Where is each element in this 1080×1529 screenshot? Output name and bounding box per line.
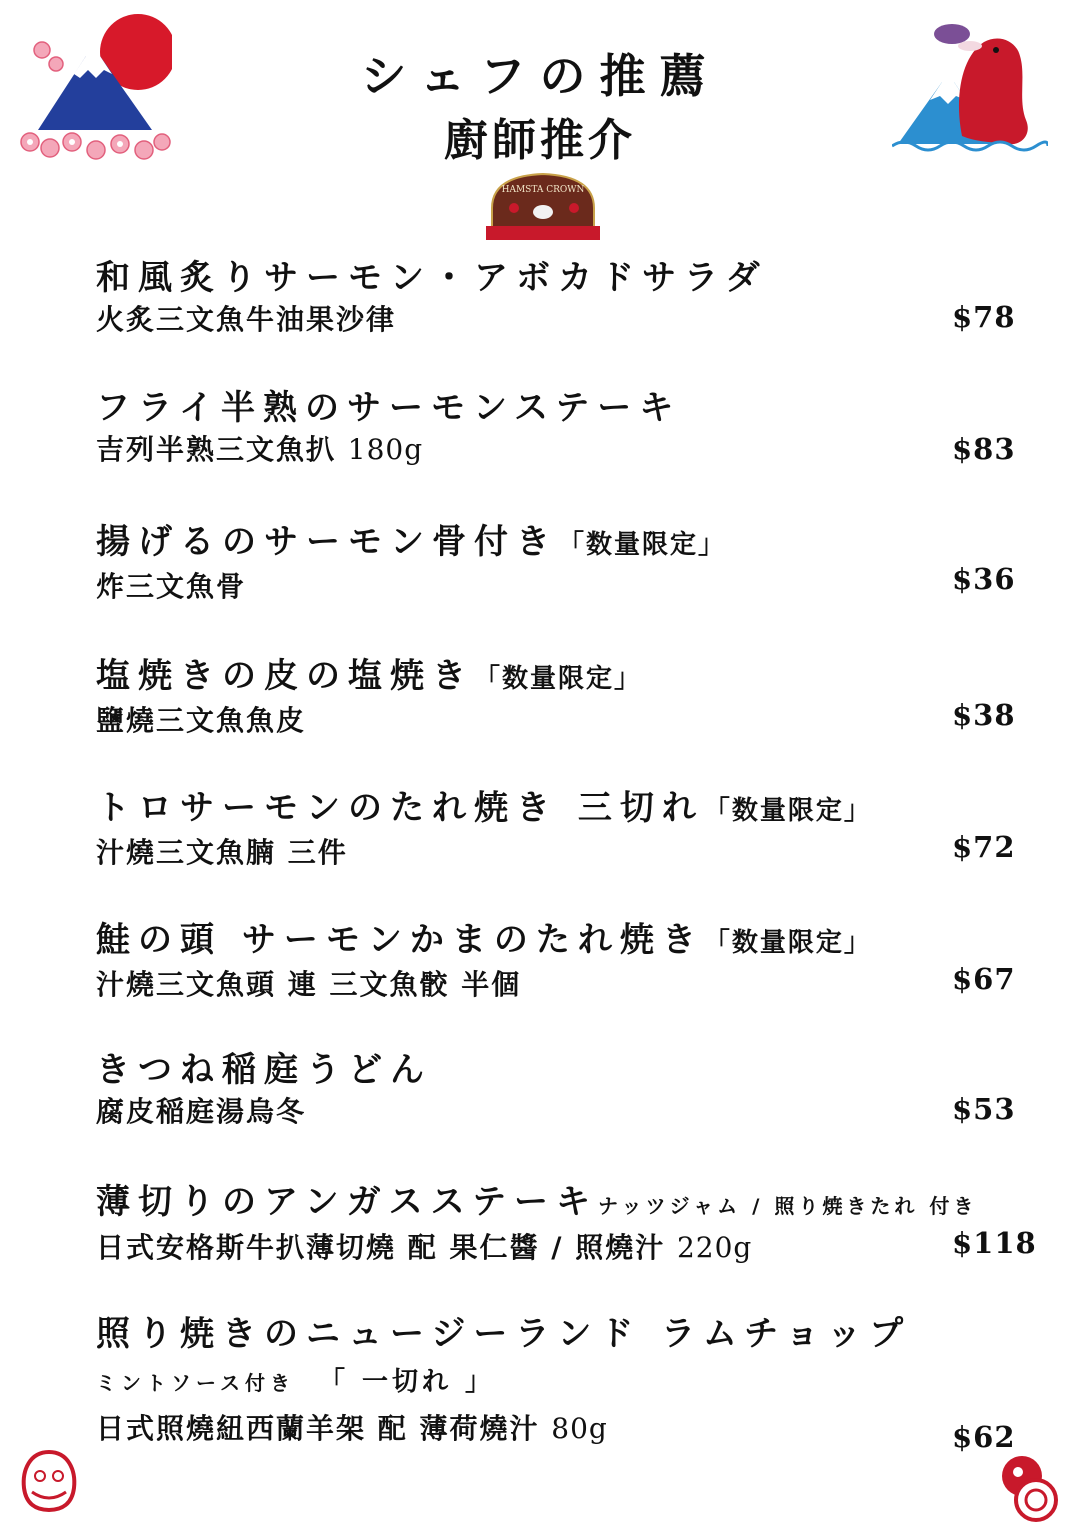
item-name-japanese: 照り焼きのニュージーランド ラムチョップ: [96, 1314, 912, 1354]
daruma-left-illustration: [18, 1448, 80, 1514]
menu-item: [96, 1180, 1056, 1268]
item-name-japanese: フライ半熟のサーモンステーキ: [96, 388, 682, 428]
daruma-right-illustration: [996, 1450, 1064, 1522]
item-weight: 220g: [676, 1231, 753, 1264]
item-price: $67: [952, 962, 1016, 996]
menu-item: [96, 386, 1056, 470]
menu-item: [96, 1048, 1056, 1132]
item-price: $36: [952, 562, 1016, 596]
logo-text: HAMSTA CROWN: [501, 185, 585, 195]
menu-item: [96, 256, 1056, 340]
item-name-chinese: 日式安格斯牛扒薄切燒 配 果仁醬 / 照燒汁: [96, 1231, 666, 1264]
item-name-chinese: 炸三文魚骨: [96, 570, 247, 603]
item-name-japanese: トロサーモンのたれ焼き 三切れ: [96, 788, 704, 828]
item-name-chinese: 汁燒三文魚頭 連 三文魚骹 半個: [96, 968, 522, 1001]
limited-quantity-note: 「数量限定」: [558, 530, 727, 560]
limited-quantity-note: 「数量限定」: [474, 664, 643, 694]
menu-item: [96, 786, 1056, 873]
restaurant-logo: [486, 168, 600, 244]
item-price: $118: [952, 1226, 1037, 1260]
item-name-chinese: 吉列半熟三文魚扒: [96, 433, 337, 466]
item-name-japanese: 薄切りのアンガスステーキ: [96, 1182, 598, 1222]
menu-item: [96, 1312, 1056, 1449]
limited-quantity-note: 「数量限定」: [703, 928, 872, 958]
item-name-japanese: 和風炙りサーモン・アボカドサラダ: [96, 258, 768, 298]
item-portion-note: 「 一切れ 」: [318, 1367, 496, 1397]
item-name-chinese: 汁燒三文魚腩 三件: [96, 836, 348, 869]
menu-item: [96, 654, 1056, 741]
item-name-japanese: きつね稲庭うどん: [96, 1050, 432, 1090]
item-name-japanese: 鮭の頭 サーモンかまのたれ焼き: [96, 920, 704, 960]
item-name-japanese: 塩焼きの皮の塩焼き: [96, 656, 474, 696]
item-price: $62: [952, 1420, 1016, 1454]
item-weight: 180g: [347, 433, 424, 466]
item-price: $38: [952, 698, 1016, 732]
page-title-chinese: 廚師推介: [444, 115, 636, 166]
item-name-chinese: 鹽燒三文魚魚皮: [96, 704, 307, 737]
item-name-chinese: 腐皮稲庭湯烏冬: [96, 1095, 307, 1128]
item-name-japanese: 揚げるのサーモン骨付き: [96, 522, 558, 562]
item-price: $72: [952, 830, 1016, 864]
limited-quantity-note: 「数量限定」: [703, 796, 872, 826]
item-price: $53: [952, 1092, 1016, 1126]
item-price: $78: [952, 300, 1016, 334]
item-sub-japanese: ミントソース付き: [96, 1371, 295, 1395]
item-side-note: ナッツジャム / 照り焼きたれ 付き: [597, 1194, 978, 1218]
menu-item: [96, 918, 1056, 1005]
item-price: $83: [952, 432, 1016, 466]
page-title-japanese: シェフの推薦: [360, 49, 720, 103]
menu-item: [96, 520, 1056, 607]
item-name-chinese: 日式照燒紐西蘭羊架 配 薄荷燒汁: [96, 1412, 540, 1445]
item-name-chinese: 火炙三文魚牛油果沙律: [96, 303, 397, 336]
item-weight: 80g: [551, 1412, 608, 1445]
